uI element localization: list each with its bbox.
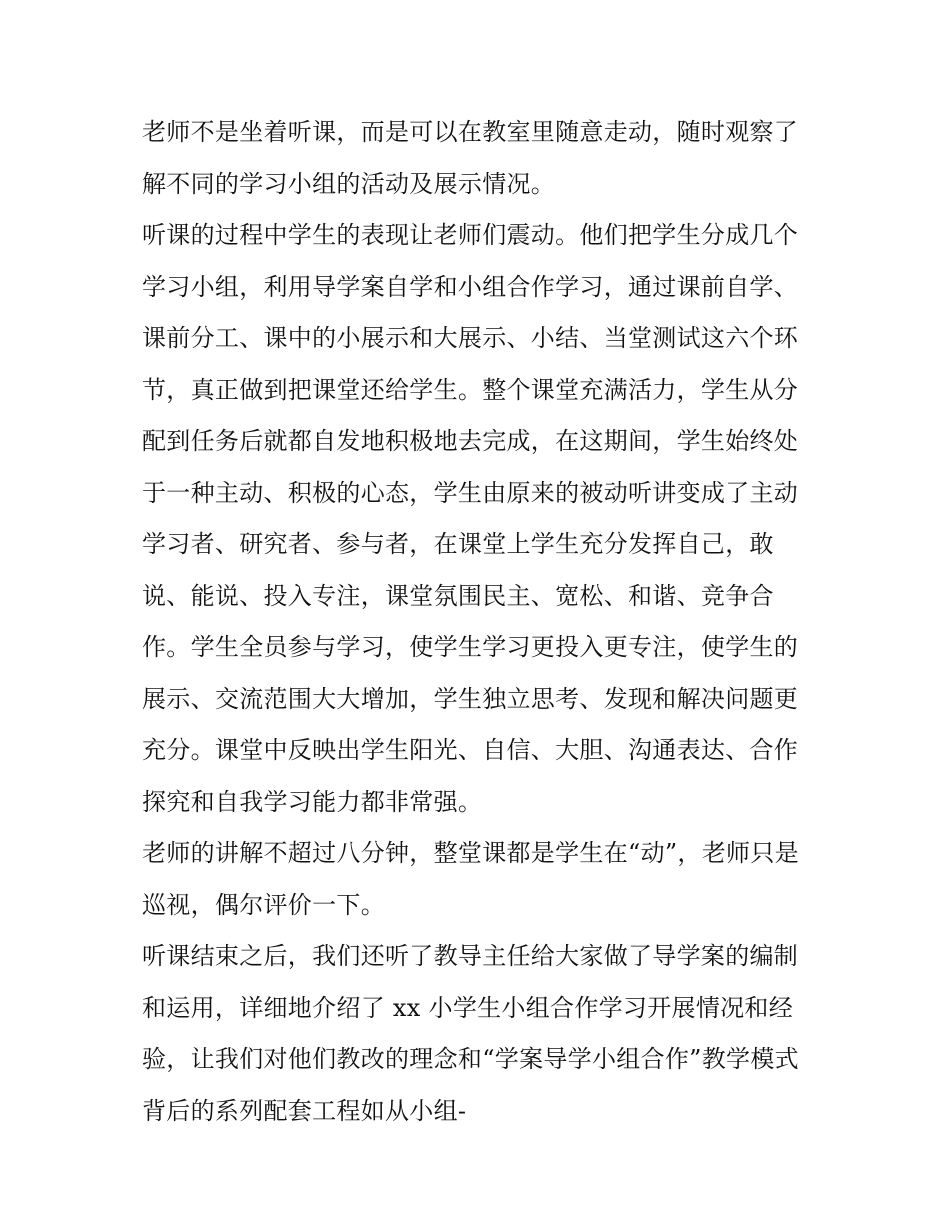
text-line: 展示、交流范围大大增加，学生独立思考、发现和解决问题更 bbox=[142, 684, 799, 713]
text-line: 听课的过程中学生的表现让老师们震动。他们把学生分成几个 bbox=[142, 221, 799, 249]
text-line: 作。学生全员参与学习，使学生学习更投入更专注，使学生的 bbox=[142, 633, 799, 661]
text-line: 背后的系列配套工程如从小组- bbox=[142, 1096, 467, 1125]
text-line: 说、能说、投入专注，课堂氛围民主、宽松、和谐、竞争合 bbox=[142, 581, 774, 610]
text-line: 和运用，详细地介绍了 xx 小学生小组合作学习开展情况和经 bbox=[142, 993, 794, 1022]
text-line: 课前分工、课中的小展示和大展示、小结、当堂测试这六个环 bbox=[142, 324, 799, 352]
text-line: 解不同的学习小组的活动及展示情况。 bbox=[142, 169, 556, 198]
text-line: 充分。课堂中反映出学生阳光、自信、大胆、沟通表达、合作 bbox=[142, 736, 799, 764]
body-text bbox=[142, 107, 822, 1137]
text-line: 于一种主动、积极的心态，学生由原来的被动听讲变成了主动 bbox=[142, 478, 799, 507]
text-line: 学习者、研究者、参与者，在课堂上学生充分发挥自己，敢 bbox=[142, 530, 774, 558]
text-line: 老师的讲解不超过八分钟，整堂课都是学生在“动”，老师只是 bbox=[142, 839, 799, 867]
text-line: 配到任务后就都自发地积极地去完成，在这期间，学生始终处 bbox=[142, 427, 799, 455]
text-line: 探究和自我学习能力都非常强。 bbox=[142, 787, 483, 816]
text-line: 巡视，偶尔评价一下。 bbox=[142, 890, 385, 919]
text-line: 验，让我们对他们教改的理念和“学案导学小组合作”教学模式 bbox=[142, 1045, 799, 1073]
text-line: 学习小组，利用导学案自学和小组合作学习，通过课前自学、 bbox=[142, 272, 799, 301]
text-line: 听课结束之后，我们还听了教导主任给大家做了导学案的编制 bbox=[142, 942, 799, 970]
text-line: 老师不是坐着听课，而是可以在教室里随意走动，随时观察了 bbox=[142, 118, 799, 146]
text-line: 节，真正做到把课堂还给学生。整个课堂充满活力，学生从分 bbox=[142, 375, 799, 404]
